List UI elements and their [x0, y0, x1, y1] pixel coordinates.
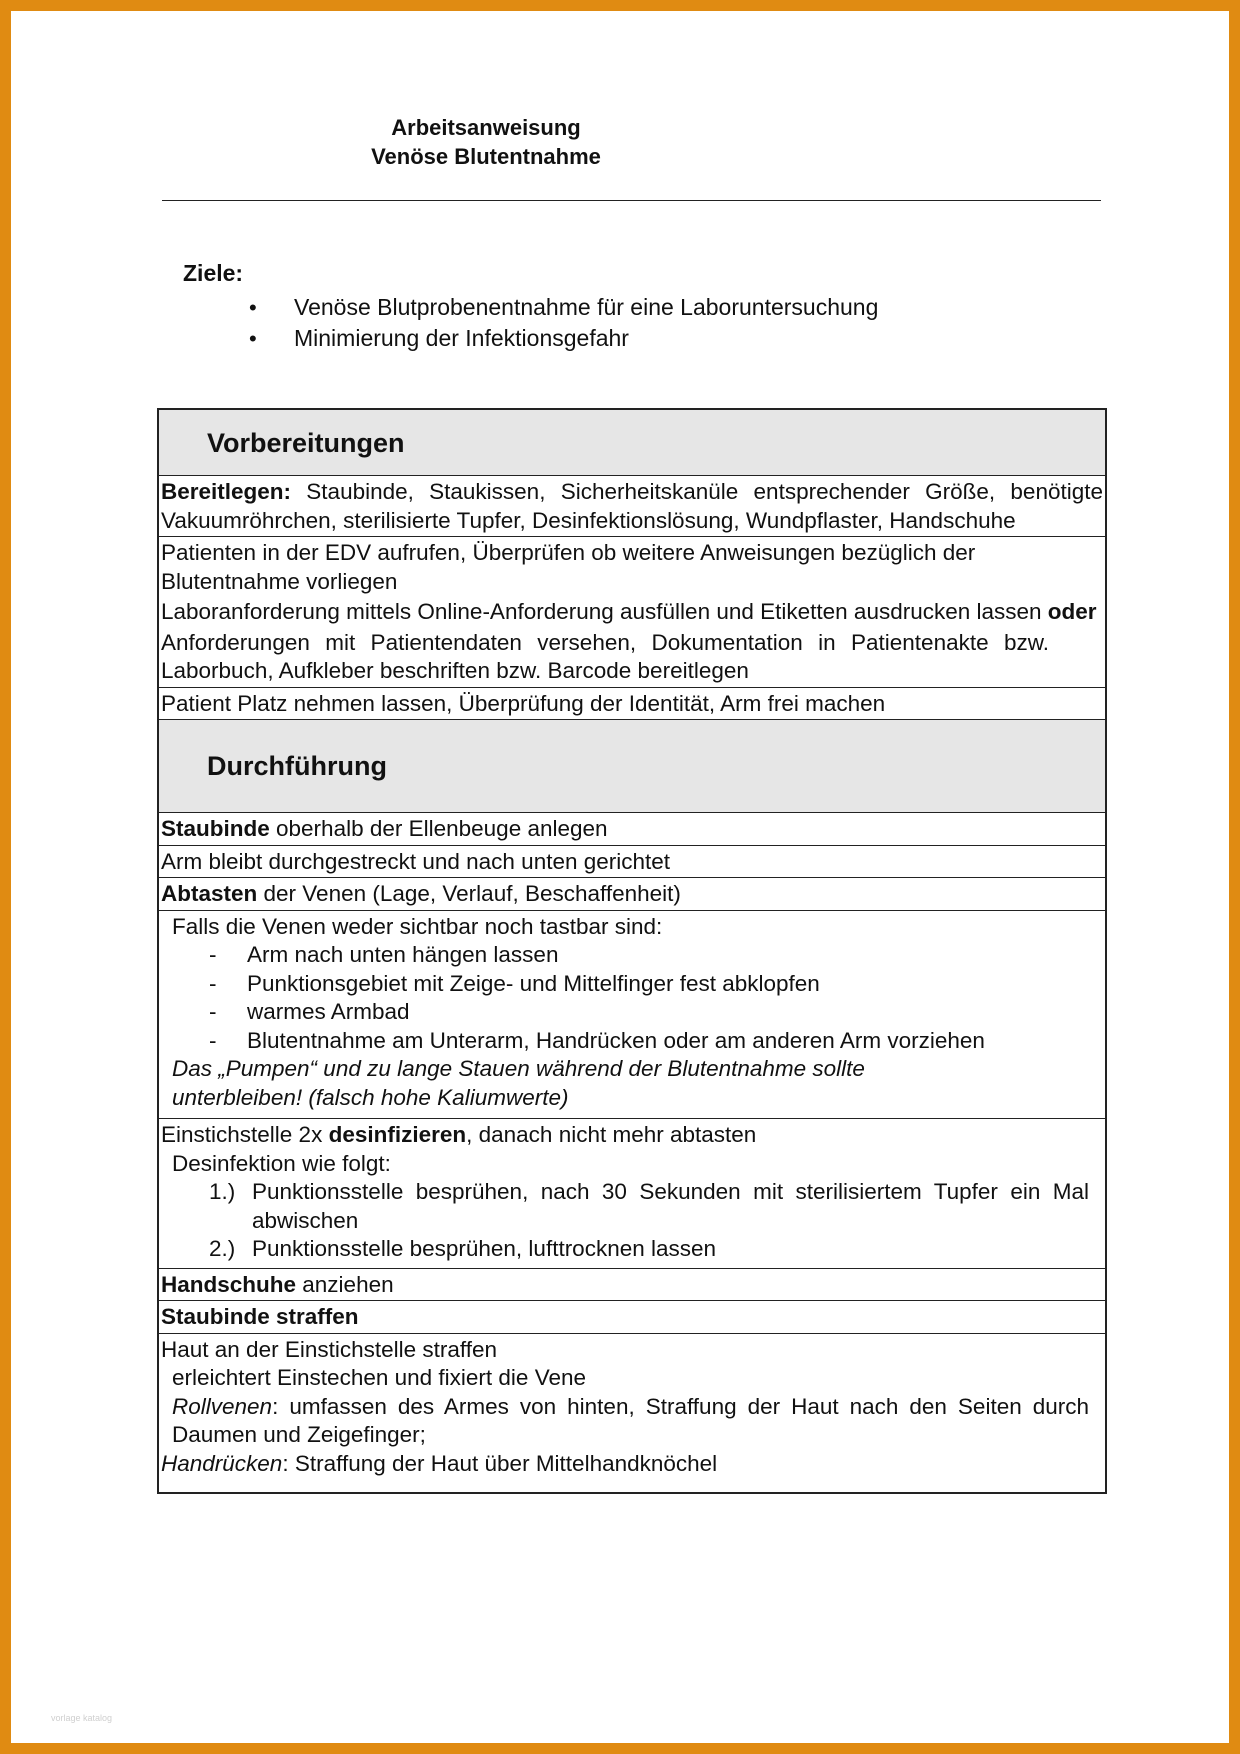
handruecken-text	[161, 1450, 1103, 1479]
table-row-palpate	[159, 877, 1105, 910]
section-heading-procedure	[159, 719, 1105, 812]
skin-note: erleichtert Einstechen und fixiert die Vene	[172, 1365, 586, 1390]
table-row-disinfect	[159, 1118, 1105, 1268]
list-item	[161, 1235, 1103, 1264]
list-item: • Minimierung der Infektionsgefahr	[249, 323, 878, 354]
disinfect-bold: desinfizieren	[328, 1122, 467, 1147]
title-line-1: Arbeitsanweisung	[391, 115, 581, 140]
pumping-warning: Das „Pumpen“ und zu lange Stauen während der Blutentnahme sollte unterbleiben! (falsch hohe Kaliumwerte)	[172, 1056, 865, 1110]
table-row-skin	[159, 1333, 1105, 1493]
documentation-text: Anforderungen mit Patientendaten versehen, Dokumentation in Patientenakte bzw. Laborbuch, Aufkleber beschriften bzw. Barcode bereitlegen	[161, 629, 1049, 683]
lab-request-body: Laboranforderung mittels Online-Anforderung ausfüllen und Etiketten ausdrucken lassen	[161, 599, 1048, 624]
veins-intro: Falls die Venen weder sichtbar noch tastbar sind:	[172, 913, 663, 939]
rollvenen-text	[161, 1393, 1103, 1450]
edv-text: Patienten in der EDV aufrufen, Überprüfen ob weitere Anweisungen bezüglich der Blutentnahme vorliegen	[161, 540, 976, 594]
lab-request-text	[161, 598, 1103, 627]
handruecken-label: Handrücken	[161, 1450, 283, 1476]
gloves-text: anziehen	[296, 1271, 394, 1297]
disinfect-text	[161, 1121, 1103, 1150]
goals-list	[249, 292, 878, 354]
goals-label: Ziele:	[183, 260, 244, 286]
supplies-label: Bereitlegen:	[161, 479, 292, 504]
step-number: 2.)	[209, 1236, 236, 1261]
table-row-tourniquet	[159, 812, 1105, 845]
table-row-supplies	[159, 475, 1105, 536]
patient-text: Patient Platz nehmen lassen, Überprüfung der Identität, Arm frei machen	[161, 690, 886, 716]
list-item: - Arm nach unten hängen lassen	[161, 941, 1103, 970]
table-row-vein-tips	[159, 910, 1105, 1119]
arm-text: Arm bleibt durchgestreckt und nach unten gerichtet	[161, 848, 671, 874]
title-divider	[162, 200, 1101, 201]
list-item: - Blutentnahme am Unterarm, Handrücken oder am anderen Arm vorziehen	[161, 1027, 1103, 1056]
disinfect-pre: Einstichstelle 2x	[161, 1122, 329, 1147]
vein-tips-list	[161, 941, 1103, 1055]
document-title	[161, 113, 811, 171]
disinfect-intro: Desinfektion wie folgt:	[172, 1150, 391, 1176]
supplies-text: Staubinde, Staukissen, Sicherheitskanüle entsprechender Größe, benötigte Vakuumröhrchen, sterilisierte Tupfer, Desinfektionslösung, Wundpflaster, Handschuhe	[161, 479, 1103, 533]
table-row-patient	[159, 687, 1105, 720]
list-item: - Punktionsgebiet mit Zeige- und Mittelfinger fest abklopfen	[161, 970, 1103, 999]
procedure-table	[157, 408, 1107, 1494]
tourniquet-text: oberhalb der Ellenbeuge anlegen	[269, 816, 608, 841]
rollvenen-body: : umfassen des Armes von hinten, Straffung der Haut nach den Seiten durch Daumen und Zeigefinger;	[172, 1393, 1089, 1447]
disinfect-post: , danach nicht mehr abtasten	[466, 1122, 757, 1147]
section-heading-text: Durchführung	[207, 751, 387, 782]
rollvenen-label: Rollvenen	[172, 1393, 273, 1419]
list-item: • Venöse Blutprobenentnahme für eine Laboruntersuchung	[249, 292, 878, 323]
section-heading-text: Vorbereitungen	[207, 427, 405, 458]
handruecken-body: : Straffung der Haut über Mittelhandknöchel	[282, 1450, 718, 1476]
gloves-label: Handschuhe	[161, 1271, 297, 1297]
list-item	[161, 1178, 1103, 1235]
list-item: - warmes Armbad	[161, 998, 1103, 1027]
table-row-admin	[159, 536, 1105, 687]
tourniquet-label: Staubinde	[161, 816, 270, 841]
step-text: Punktionsstelle besprühen, lufttrocknen lassen	[252, 1236, 717, 1261]
palpate-text: der Venen (Lage, Verlauf, Beschaffenheit)	[257, 881, 681, 906]
table-row-gloves	[159, 1268, 1105, 1301]
watermark-text: vorlage katalog	[51, 1713, 113, 1723]
skin-text: Haut an der Einstichstelle straffen	[161, 1336, 498, 1362]
section-heading-preparation	[159, 410, 1105, 475]
table-row-arm	[159, 845, 1105, 878]
lab-request-or: oder	[1047, 599, 1097, 624]
title-line-2: Venöse Blutentnahme	[371, 144, 601, 169]
palpate-label: Abtasten	[161, 881, 258, 906]
step-text: Punktionsstelle besprühen, nach 30 Sekunden mit sterilisiertem Tupfer ein Mal abwischen	[252, 1179, 1089, 1233]
tighten-label: Staubinde straffen	[161, 1304, 359, 1329]
disinfect-steps-list	[161, 1178, 1103, 1264]
step-number: 1.)	[209, 1179, 236, 1204]
table-row-tighten	[159, 1300, 1105, 1333]
